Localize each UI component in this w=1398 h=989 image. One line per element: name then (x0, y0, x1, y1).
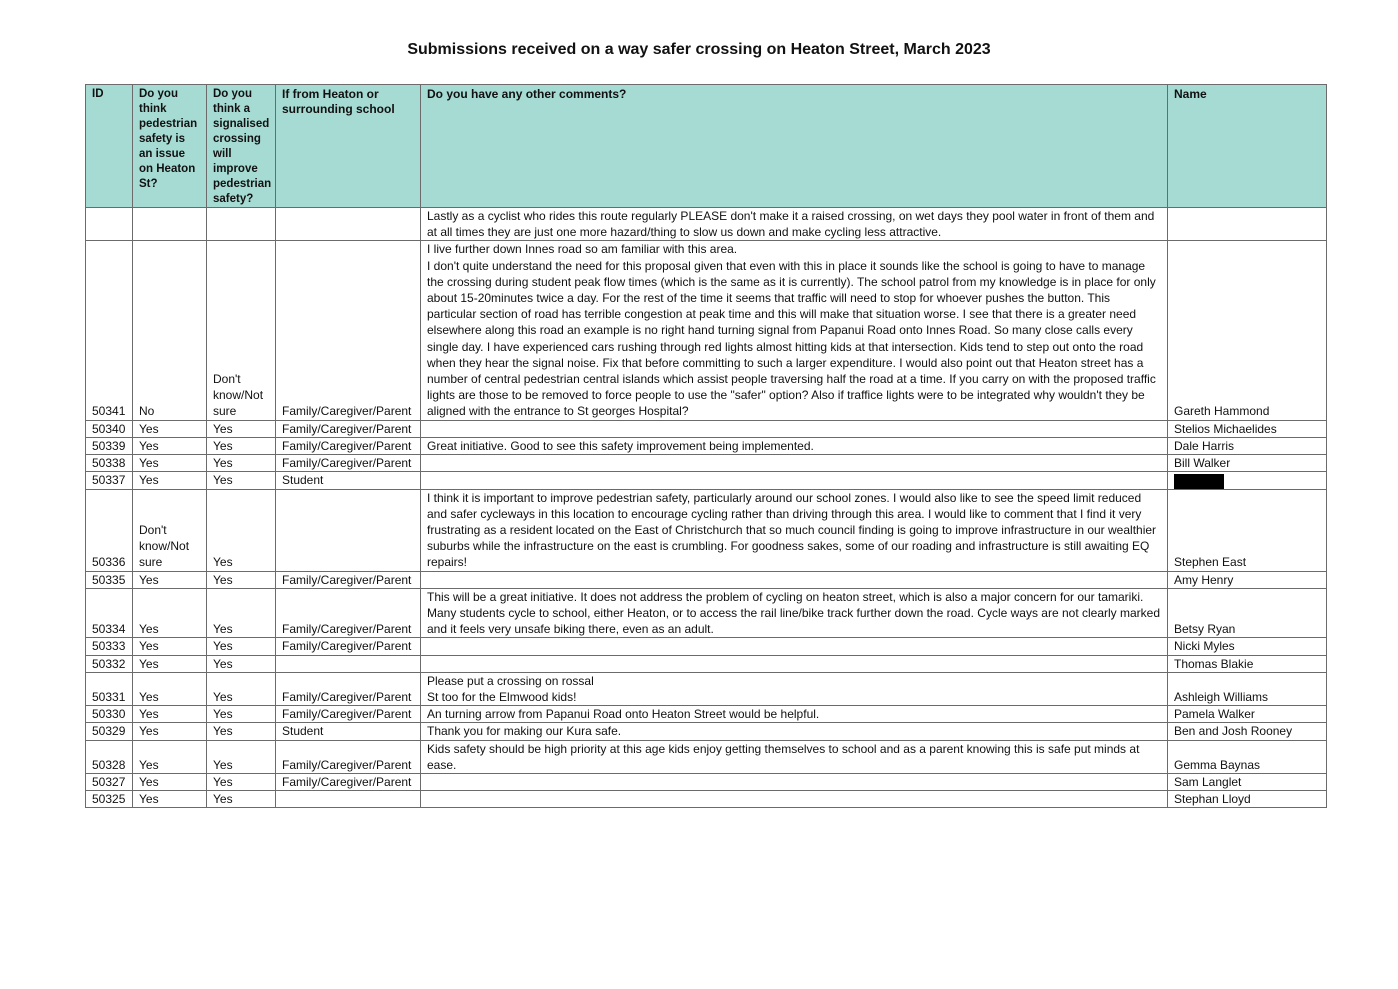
cell-school: Family/Caregiver/Parent (276, 740, 421, 773)
table-row (86, 571, 1327, 588)
cell-name: Gareth Hammond (1168, 241, 1327, 420)
cell-school: Family/Caregiver/Parent (276, 774, 421, 791)
cell-comment (421, 774, 1168, 791)
cell-school: Family/Caregiver/Parent (276, 588, 421, 638)
table-header-row (86, 85, 1327, 208)
cell-comment: Lastly as a cyclist who rides this route regularly PLEASE don't make it a raised crossing, on wet days they pool water in front of them and at all times they are just one more hazard/thing to slow us down and make cycling less attractive. (421, 208, 1168, 241)
table-row (86, 420, 1327, 437)
cell-pedestrian-safety-issue (133, 208, 207, 241)
table-row (86, 706, 1327, 723)
cell-comment: This will be a great initiative. It does not address the problem of cycling on heaton street, which is also a major concern for our tamariki. Many students cycle to school, either Heaton, or to access the rail line/bike track further down the road. Cycle ways are not clearly marked and it feels very unsafe biking there, even as an adult. (421, 588, 1168, 638)
table-row (86, 774, 1327, 791)
cell-pedestrian-safety-issue: Yes (133, 455, 207, 472)
cell-id: 50329 (86, 723, 133, 740)
cell-name: Ben and Josh Rooney (1168, 723, 1327, 740)
cell-signalised-crossing: Yes (207, 571, 276, 588)
cell-id: 50334 (86, 588, 133, 638)
cell-school: Family/Caregiver/Parent (276, 241, 421, 420)
cell-school: Family/Caregiver/Parent (276, 672, 421, 705)
cell-signalised-crossing: Yes (207, 638, 276, 655)
cell-id: 50340 (86, 420, 133, 437)
cell-id: 50337 (86, 472, 133, 489)
cell-signalised-crossing: Yes (207, 672, 276, 705)
table-row (86, 791, 1327, 808)
cell-school (276, 489, 421, 571)
cell-signalised-crossing: Yes (207, 740, 276, 773)
cell-signalised-crossing: Don't know/Not sure (207, 241, 276, 420)
cell-name: Sam Langlet (1168, 774, 1327, 791)
cell-comment: I live further down Innes road so am familiar with this area. I don't quite understand the need for this proposal given that even with this in place it sounds like the school is going to have to manage the crossing during student peak flow times (which is the same as it is currently). The school patrol from my knowledge is in place for only about 15-20minutes twice a day. For the rest of the time it seems that traffic will need to stop for whoever pushes the button. This particular section of road has terrible congestion at peak time and this will make that situation worse. I see that there is a greater need elsewhere along this road an example is no right hand turning signal from Papanui Road onto Innes Road. So many close calls every single day. I have experienced cars rushing through red lights almost hitting kids at that intersection. Kids tend to step out onto the road when they hear the signal noise. Fix that before committing to such a larger expenditure. I would also point out that Heaton street has a number of central pedestrian central islands which assist people traversing half the road at a time. If you carry on with the proposed traffic lights are those to be removed to force people to use the "safer" option? Also if traffice lights were to be integrated why wouldn't they be aligned with the entrance to St georges Hospital? (421, 241, 1168, 420)
cell-id: 50325 (86, 791, 133, 808)
cell-comment (421, 638, 1168, 655)
table-row (86, 740, 1327, 773)
cell-school: Student (276, 472, 421, 489)
cell-signalised-crossing: Yes (207, 472, 276, 489)
cell-pedestrian-safety-issue: Yes (133, 472, 207, 489)
cell-signalised-crossing: Yes (207, 437, 276, 454)
cell-comment (421, 791, 1168, 808)
table-row (86, 437, 1327, 454)
cell-signalised-crossing: Yes (207, 723, 276, 740)
table-row (86, 588, 1327, 638)
table-row (86, 489, 1327, 571)
cell-pedestrian-safety-issue: Yes (133, 740, 207, 773)
cell-pedestrian-safety-issue: Yes (133, 420, 207, 437)
cell-comment: Kids safety should be high priority at this age kids enjoy getting themselves to school and as a parent knowing this is safe put minds at ease. (421, 740, 1168, 773)
cell-id: 50333 (86, 638, 133, 655)
cell-id: 50335 (86, 571, 133, 588)
cell-name: Nicki Myles (1168, 638, 1327, 655)
table-row (86, 655, 1327, 672)
cell-comment: Thank you for making our Kura safe. (421, 723, 1168, 740)
cell-school: Family/Caregiver/Parent (276, 455, 421, 472)
document-title: Submissions received on a way safer crossing on Heaton Street, March 2023 (407, 41, 991, 58)
cell-pedestrian-safety-issue: Yes (133, 588, 207, 638)
table-row (86, 472, 1327, 489)
submissions-table (85, 84, 1327, 808)
cell-name: Gemma Baynas (1168, 740, 1327, 773)
cell-comment (421, 455, 1168, 472)
table-body (86, 208, 1327, 808)
cell-name: Thomas Blakie (1168, 655, 1327, 672)
cell-id (86, 208, 133, 241)
cell-pedestrian-safety-issue: Yes (133, 672, 207, 705)
cell-name: Stephan Lloyd (1168, 791, 1327, 808)
cell-comment: I think it is important to improve pedestrian safety, particularly around our school zones. I would also like to see the speed limit reduced and safer cycleways in this location to encourage cycling rather than driving through this area. I would like to comment that I find it very frustrating as a resident located on the East of Christchurch that so much council finding is going to improve infrastructure in our wealthier suburbs while the infrastructure on the east is crumbling. For goodness sakes, some of our roading and infrastructure is still awaiting EQ repairs! (421, 489, 1168, 571)
cell-pedestrian-safety-issue: Yes (133, 706, 207, 723)
cell-name: Amy Henry (1168, 571, 1327, 588)
cell-id: 50332 (86, 655, 133, 672)
cell-signalised-crossing (207, 208, 276, 241)
table-row (86, 672, 1327, 705)
table-row (86, 638, 1327, 655)
cell-name: Stelios Michaelides (1168, 420, 1327, 437)
cell-school (276, 655, 421, 672)
cell-pedestrian-safety-issue: Yes (133, 774, 207, 791)
cell-id: 50327 (86, 774, 133, 791)
cell-school: Family/Caregiver/Parent (276, 420, 421, 437)
table-row (86, 455, 1327, 472)
cell-signalised-crossing: Yes (207, 489, 276, 571)
cell-pedestrian-safety-issue: Yes (133, 437, 207, 454)
header-id: ID (86, 85, 133, 208)
cell-name: Pamela Walker (1168, 706, 1327, 723)
cell-name: Bill Walker (1168, 455, 1327, 472)
cell-signalised-crossing: Yes (207, 774, 276, 791)
cell-signalised-crossing: Yes (207, 706, 276, 723)
cell-comment: An turning arrow from Papanui Road onto Heaton Street would be helpful. (421, 706, 1168, 723)
cell-pedestrian-safety-issue: Yes (133, 791, 207, 808)
table-row (86, 723, 1327, 740)
cell-id: 50339 (86, 437, 133, 454)
cell-name (1168, 472, 1327, 489)
cell-pedestrian-safety-issue: Don't know/Not sure (133, 489, 207, 571)
cell-comment (421, 571, 1168, 588)
cell-name: Stephen East (1168, 489, 1327, 571)
header-pedestrian-safety-issue: Do you think pedestrian safety is an issue on Heaton St? (133, 85, 207, 208)
header-comments: Do you have any other comments? (421, 85, 1168, 208)
cell-school: Family/Caregiver/Parent (276, 706, 421, 723)
table-row (86, 241, 1327, 420)
cell-comment (421, 655, 1168, 672)
cell-pedestrian-safety-issue: Yes (133, 655, 207, 672)
header-signalised-crossing: Do you think a signalised crossing will improve pedestrian safety? (207, 85, 276, 208)
cell-pedestrian-safety-issue: Yes (133, 723, 207, 740)
cell-name: Betsy Ryan (1168, 588, 1327, 638)
cell-comment (421, 420, 1168, 437)
cell-comment: Great initiative. Good to see this safety improvement being implemented. (421, 437, 1168, 454)
cell-school: Family/Caregiver/Parent (276, 571, 421, 588)
cell-id: 50328 (86, 740, 133, 773)
header-school: If from Heaton or surrounding school (276, 85, 421, 208)
cell-comment (421, 472, 1168, 489)
redaction-block (1174, 474, 1224, 489)
cell-school: Family/Caregiver/Parent (276, 638, 421, 655)
cell-pedestrian-safety-issue: No (133, 241, 207, 420)
cell-pedestrian-safety-issue: Yes (133, 638, 207, 655)
cell-id: 50330 (86, 706, 133, 723)
cell-signalised-crossing: Yes (207, 655, 276, 672)
table-row (86, 208, 1327, 241)
cell-school: Family/Caregiver/Parent (276, 437, 421, 454)
cell-name (1168, 208, 1327, 241)
cell-signalised-crossing: Yes (207, 791, 276, 808)
cell-id: 50331 (86, 672, 133, 705)
header-name: Name (1168, 85, 1327, 208)
cell-school (276, 208, 421, 241)
cell-pedestrian-safety-issue: Yes (133, 571, 207, 588)
cell-signalised-crossing: Yes (207, 588, 276, 638)
cell-id: 50341 (86, 241, 133, 420)
cell-signalised-crossing: Yes (207, 420, 276, 437)
cell-comment: Please put a crossing on rossal St too for the Elmwood kids! (421, 672, 1168, 705)
cell-school: Student (276, 723, 421, 740)
cell-name: Dale Harris (1168, 437, 1327, 454)
cell-signalised-crossing: Yes (207, 455, 276, 472)
cell-id: 50338 (86, 455, 133, 472)
cell-name: Ashleigh Williams (1168, 672, 1327, 705)
cell-id: 50336 (86, 489, 133, 571)
cell-school (276, 791, 421, 808)
